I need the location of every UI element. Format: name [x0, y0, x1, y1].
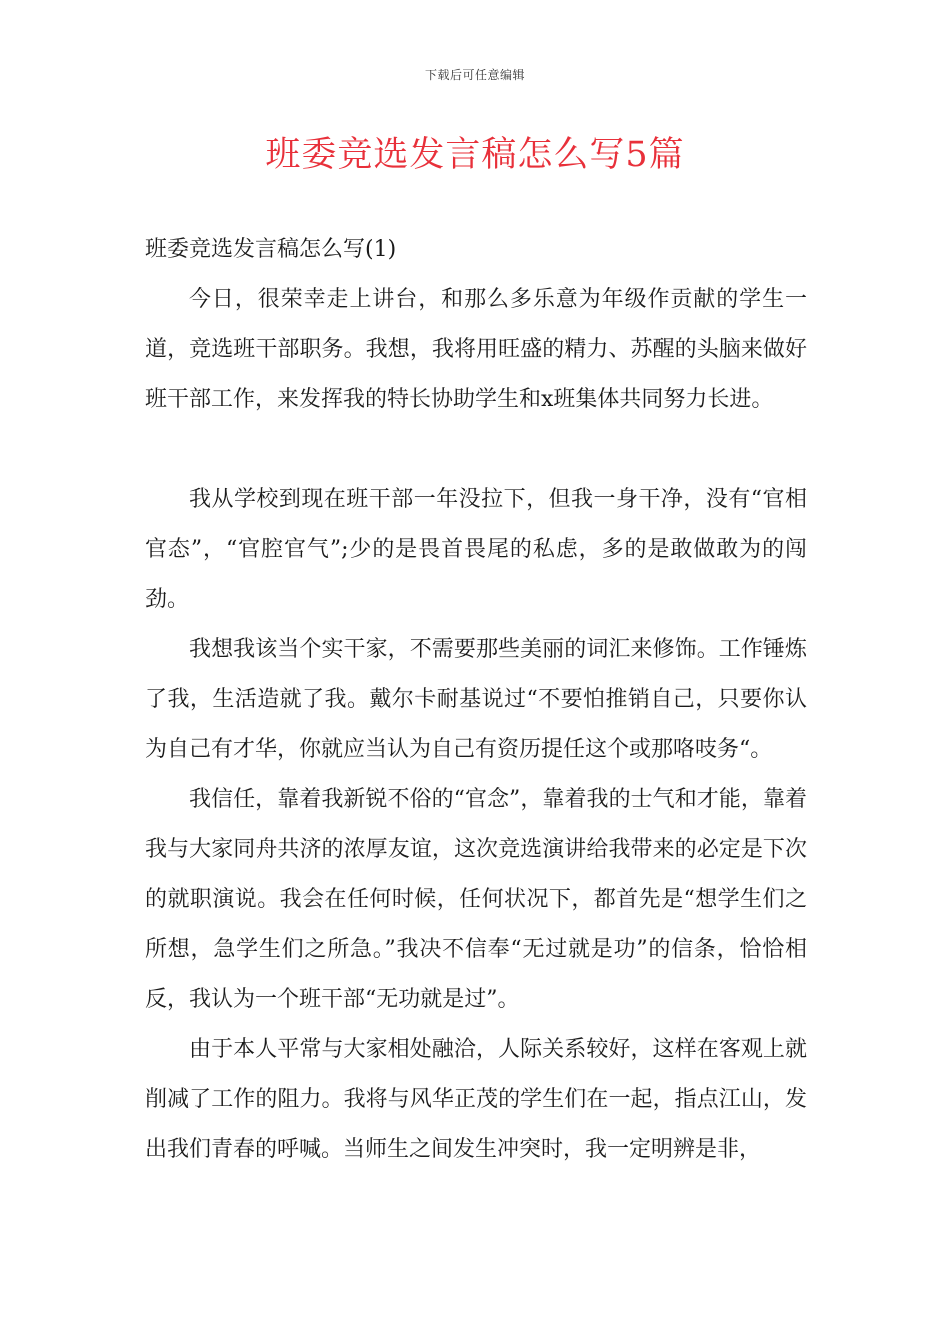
document-body — [145, 225, 807, 1175]
document-title: 班委竞选发言稿怎么写5篇 — [265, 135, 685, 175]
section-heading: 班委竞选发言稿怎么写(1) — [145, 237, 397, 262]
paragraph-4: 我信任，靠着我新锐不俗的“官念”，靠着我的士气和才能，靠着我与大家同舟共济的浓厚友谊，这次竞选演讲给我带来的必定是下次的就职演说。我会在任何时候，任何状况下，都首先是“想学生们之所想，急学生们之所急。”我决不信奉“无过就是功”的信条，恰恰相反，我认为一个班干部“无功就是过”。 — [145, 787, 807, 1012]
paragraph-3: 我想我该当个实干家，不需要那些美丽的词汇来修饰。工作锤炼了我，生活造就了我。戴尔卡耐基说过“不要怕推销自己，只要你认为自己有才华，你就应当认为自己有资历提任这个或那咯吱务“。 — [145, 637, 807, 762]
paragraph-1: 今日，很荣幸走上讲台，和那么多乐意为年级作贡献的学生一道，竞选班干部职务。我想，我将用旺盛的精力、苏醒的头脑来做好班干部工作，来发挥我的特长协助学生和x班集体共同努力长进。 — [145, 287, 807, 412]
paragraph-spacer — [145, 425, 807, 475]
page-header-note: 下载后可任意编辑 — [424, 68, 525, 82]
paragraph-5: 由于本人平常与大家相处融洽，人际关系较好，这样在客观上就削减了工作的阻力。我将与风华正茂的学生们在一起，指点江山，发出我们青春的呼喊。当师生之间发生冲突时，我一定明辨是非， — [145, 1037, 807, 1162]
paragraph-2: 我从学校到现在班干部一年没拉下，但我一身干净，没有“官相官态”，“官腔官气”;少的是畏首畏尾的私虑，多的是敢做敢为的闯劲。 — [145, 487, 807, 612]
